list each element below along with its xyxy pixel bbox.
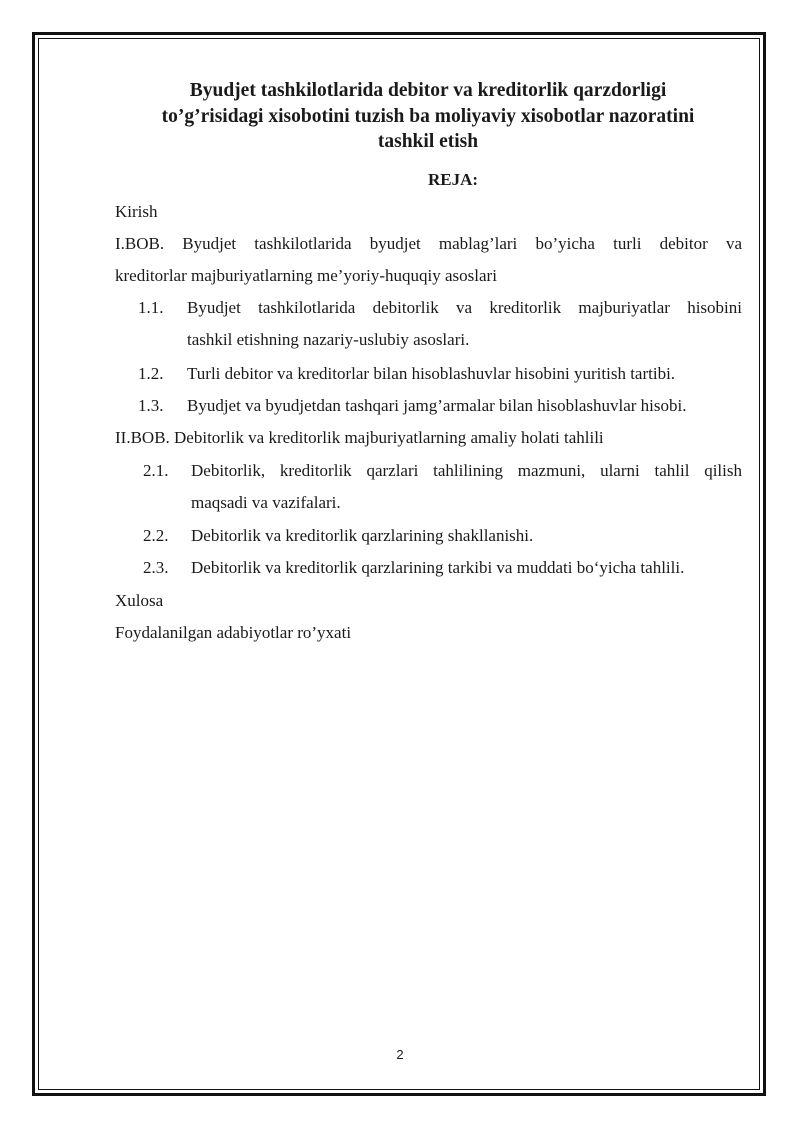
section-title-line-1: Debitorlik, kreditorlik qarzlari tahlilining mazmuni, ularni tahlil qilish xyxy=(191,461,742,480)
title-line: tashkil etish xyxy=(377,131,479,152)
section-number: 2.1. xyxy=(143,461,169,480)
section-title-line-1: Byudjet va byudjetdan tashqari jamg’armalar bilan hisoblashuvlar hisobi. xyxy=(187,396,687,415)
document-title xyxy=(100,78,756,155)
section-number: 1.2. xyxy=(138,364,164,383)
references-item: Foydalanilgan adabiyotlar ro’yxati xyxy=(115,623,352,642)
title-line: to’g’risidagi xisobotini tuzish ba moliyaviy xisobotlar nazoratini xyxy=(161,105,695,127)
section-title-line-2: tashkil etishning nazariy-uslubiy asoslari. xyxy=(187,330,470,349)
chapter-2-heading-line-1: II.BOB. Debitorlik va kreditorlik majburiyatlarning amaliy holati tahlili xyxy=(115,428,604,447)
section-title-line-1: Debitorlik va kreditorlik qarzlarining shakllanishi. xyxy=(191,526,534,545)
section-title-line-2: maqsadi va vazifalari. xyxy=(191,493,341,512)
section-title-line-1: Debitorlik va kreditorlik qarzlarining tarkibi va muddati bo‘yicha tahlili. xyxy=(191,558,685,577)
section-title-line-1: Turli debitor va kreditorlar bilan hisoblashuvlar hisobini yuritish tartibi. xyxy=(187,364,676,383)
conclusion-item: Xulosa xyxy=(115,591,164,610)
chapter-1-heading-line-1: I.BOB. Byudjet tashkilotlarida byudjet mablag’lari bo’yicha turli debitor va xyxy=(115,234,742,253)
chapter-1-heading-line-2: kreditorlar majburiyatlarning me’yoriy-huquqiy asoslari xyxy=(115,266,497,285)
section-number: 2.2. xyxy=(143,526,169,545)
section-number: 1.3. xyxy=(138,396,164,415)
section-number: 2.3. xyxy=(143,558,169,577)
section-number: 1.1. xyxy=(138,298,164,317)
page-number: 2 xyxy=(396,1047,404,1062)
title-line: Byudjet tashkilotlarida debitor va kreditorlik qarzdorligi xyxy=(189,80,667,101)
intro-item: Kirish xyxy=(115,202,158,221)
plan-heading: REJA: xyxy=(427,170,479,189)
section-title-line-1: Byudjet tashkilotlarida debitorlik va kreditorlik majburiyatlar hisobini xyxy=(187,298,742,317)
